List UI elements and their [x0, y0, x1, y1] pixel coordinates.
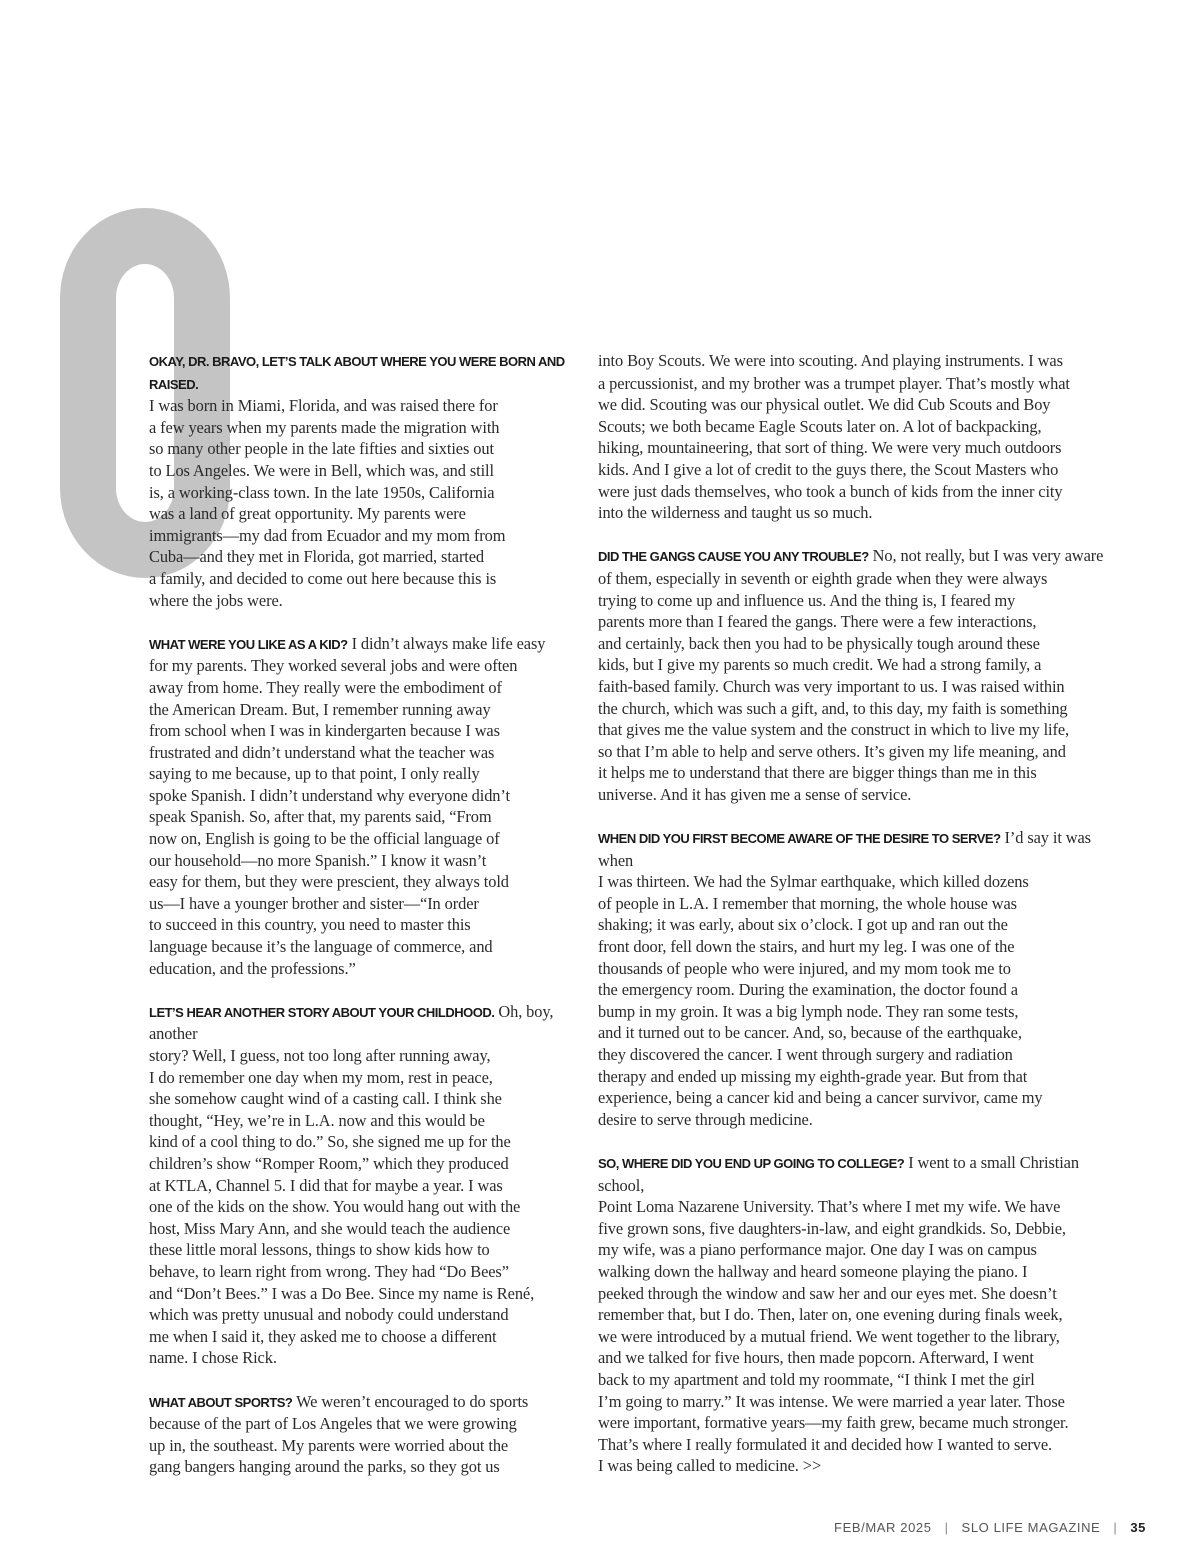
- interview-answer: I was born in Miami, Florida, and was raised there for a few years when my parents made the migration with so many other people in the late fifties and sixties out to Los Angeles. We were in Bell, which was, and still is, a working-class town. In the late 1950s, California was a land of great opportunity. My parents were immigrants—my dad from Ecuador and my mom from Cuba—and they met in Florida, got married, started a family, and decided to come out here because this is where the jobs were.: [149, 396, 506, 610]
- interview-answer: I’d say it was when I was thirteen. We had the Sylmar earthquake, which killed dozens of people in L.A. I remember that morning, the whole house was shaking; it was early, about six o’clock. I got up and ran out the front door, fell down the stairs, and hurt my leg. I was one of the thousands of people who were injured, and my mom took me to the emergency room. During the examination, the doctor found a bump in my groin. It was a big lymph node. They ran some tests, and it turned out to be cancer. And, so, because of the earthquake, they discovered the cancer. I went through surgery and radiation therapy and ended up missing my eighth-grade year. But from that experience, being a cancer kid and being a cancer survivor, came my desire to serve through medicine.: [598, 828, 1091, 1129]
- qa-paragraph: [149, 1001, 579, 1369]
- qa-paragraph: [598, 545, 1128, 805]
- magazine-name: SLO LIFE MAGAZINE: [961, 1520, 1101, 1535]
- interview-question: WHEN DID YOU FIRST BECOME AWARE OF THE DESIRE TO SERVE?: [598, 831, 1001, 847]
- qa-paragraph: [149, 633, 579, 980]
- page-footer: [834, 1520, 1146, 1535]
- interview-answer: No, not really, but I was very aware of them, especially in seventh or eighth grade when they were always trying to come up and influence us. And the thing is, I feared my parents more than I feared the gangs. There were a few interactions, and certainly, back then you had to be physically tough around these kids, but I give my parents so much credit. We had a strong family, a faith-based family. Church was very important to us. I was raised within the church, which was such a gift, and, to this day, my faith is something that gives me the value system and the construct in which to live my life, so that I’m able to help and serve others. It’s given my life meaning, and it helps me to understand that there are bigger things than me in this universe. And it has given me a sense of service.: [598, 546, 1104, 804]
- qa-paragraph: [598, 1152, 1128, 1477]
- qa-paragraph: [149, 1391, 579, 1478]
- issue-date: FEB/MAR 2025: [834, 1520, 932, 1535]
- interview-question: DID THE GANGS CAUSE YOU ANY TROUBLE?: [598, 549, 869, 565]
- interview-question: LET’S HEAR ANOTHER STORY ABOUT YOUR CHILDHOOD.: [149, 1004, 495, 1020]
- interview-question: WHAT ABOUT SPORTS?: [149, 1394, 293, 1410]
- footer-separator: |: [944, 1520, 949, 1535]
- interview-question: SO, WHERE DID YOU END UP GOING TO COLLEGE?: [598, 1155, 905, 1171]
- interview-question: WHAT WERE YOU LIKE AS A KID?: [149, 636, 348, 652]
- qa-paragraph: [149, 350, 579, 611]
- interview-answer: I went to a small Christian school, Point Loma Nazarene University. That’s where I met my wife. We have five grown sons, five daughters-in-law, and eight grandkids. So, Debbie, my wife, was a piano performance major. One day I was on campus walking down the hallway and heard someone playing the piano. I peeked through the window and saw her and our eyes met. She doesn’t remember that, but I do. Then, later on, one evening during finals week, we were introduced by a mutual friend. We went together to the library, and we talked for five hours, then made popcorn. Afterward, I went back to my apartment and told my roommate, “I think I met the girl I’m going to marry.” It was intense. We were married a year later. Those were important, formative years—my faith grew, became much stronger. That’s where I really formulated it and decided how I wanted to serve. I was being called to medicine. >>: [598, 1152, 1079, 1476]
- interview-answer: I didn’t always make life easy for my parents. They worked several jobs and were often away from home. They really were the embodiment of the American Dream. But, I remember running away from school when I was in kindergarten because I was frustrated and didn’t understand what the teacher was saying to me because, up to that point, I only really spoke Spanish. I didn’t understand why everyone didn’t speak Spanish. So, after that, my parents said, “From now on, English is going to be the official language of our household—no more Spanish.” I know it wasn’t easy for them, but they were prescient, they always told us—I have a younger brother and sister—“In order to succeed in this country, you need to master this language because it’s the language of commerce, and education, and the professions.”: [149, 633, 546, 978]
- qa-paragraph: [598, 350, 1128, 524]
- footer-separator: |: [1113, 1520, 1118, 1535]
- interview-answer: into Boy Scouts. We were into scouting. And playing instruments. I was a percussionist, and my brother was a trumpet player. That’s mostly what we did. Scouting was our physical outlet. We did Cub Scouts and Boy Scouts; we both became Eagle Scouts later on. A lot of backpacking, hiking, mountaineering, that sort of thing. We were very much outdoors kids. And I give a lot of credit to the guys there, the Scout Masters who were just dads themselves, who took a bunch of kids from the inner city into the wilderness and taught us so much.: [598, 351, 1070, 523]
- article-column-right: [598, 350, 1128, 1498]
- interview-answer: Oh, boy, another story? Well, I guess, not too long after running away, I do remember one day when my mom, rest in peace, she somehow caught wind of a casting call. I think she thought, “Hey, we’re in L.A. now and this would be kind of a cool thing to do.” So, she signed me up for the children’s show “Romper Room,” which they produced at KTLA, Channel 5. I did that for maybe a year. I was one of the kids on the show. You would hang out with the host, Miss Mary Ann, and she would teach the audience these little moral lessons, things to show kids how to behave, to learn right from wrong. They had “Do Bees” and “Don’t Bees.” I was a Do Bee. Since my name is René, which was pretty unusual and nobody could understand me when I said it, they asked me to choose a different name. I chose Rick.: [149, 1001, 554, 1368]
- qa-paragraph: [598, 827, 1128, 1130]
- interview-question: OKAY, DR. BRAVO, LET’S TALK ABOUT WHERE YOU WERE BORN AND RAISED.: [149, 354, 565, 392]
- page-number: 35: [1130, 1520, 1146, 1535]
- article-column-left: [149, 350, 579, 1499]
- interview-answer: We weren’t encouraged to do sports because of the part of Los Angeles that we were growing up in, the southeast. My parents were worried about the gang bangers hanging around the parks, so they got us: [149, 1391, 529, 1477]
